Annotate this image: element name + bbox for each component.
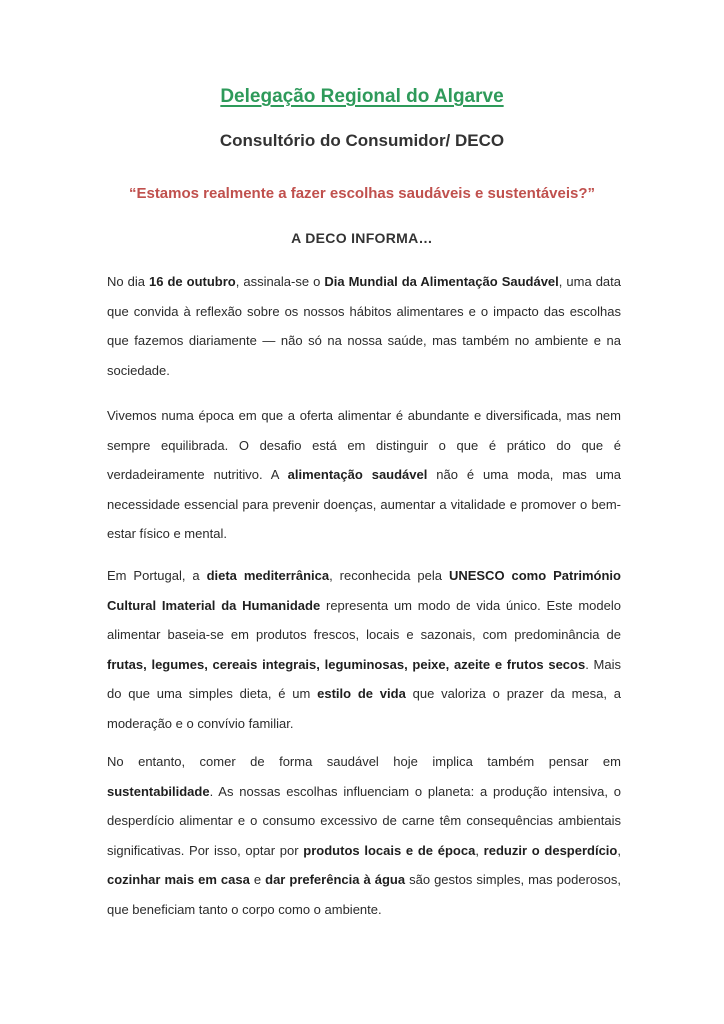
- paragraph-sustainability: [107, 747, 621, 924]
- paragraph-mediterranean-diet: [107, 561, 621, 738]
- text-run: Vivemos numa época em que a oferta alimentar é abundante e diversificada, mas nem sempre equilibrada. O desafio está em distinguir o que é prático do que é verdadeiramente nutritivo. A: [107, 408, 621, 482]
- bold-phrase: dieta mediterrânica: [206, 568, 330, 583]
- text-run: No dia: [107, 274, 149, 289]
- text-run: e: [249, 872, 266, 887]
- text-run: representa um modo de vida único. Este modelo alimentar baseia-se em produtos frescos, locais e sazonais, com predominância de: [107, 597, 621, 642]
- text-run: . Mais do que uma simples dieta, é um: [107, 656, 621, 701]
- text-run: não é uma moda, mas uma necessidade essencial para prevenir doenças, aumentar a vitalidade e promover o bem-estar físico e mental.: [107, 467, 621, 541]
- text-run: que valoriza o prazer da mesa, a moderação e o convívio familiar.: [107, 686, 621, 731]
- bold-phrase: dar preferência à água: [265, 872, 406, 887]
- organization-title: Delegação Regional do Algarve: [220, 86, 504, 107]
- text-run: , reconhecida pela: [329, 568, 449, 583]
- paragraph-healthy-eating: [107, 401, 621, 549]
- paragraph-world-food-day: [107, 267, 621, 385]
- bold-phrase: produtos locais e de época: [303, 842, 476, 858]
- text-run: ,: [475, 842, 484, 858]
- section-heading: A DECO INFORMA…: [291, 230, 433, 246]
- bold-phrase: Dia Mundial da Alimentação Saudável: [324, 274, 559, 289]
- quote-heading: “Estamos realmente a fazer escolhas saudáveis e sustentáveis?”: [128, 185, 596, 202]
- bold-phrase: UNESCO como Património Cultural Imaterial da Humanidade: [107, 568, 621, 613]
- bold-phrase: reduzir o desperdício: [483, 842, 618, 858]
- bold-phrase: alimentação saudável: [287, 467, 428, 482]
- text-run: ,: [617, 842, 621, 858]
- bold-phrase: sustentabilidade: [107, 783, 210, 799]
- bold-phrase: estilo de vida: [317, 686, 406, 701]
- subtitle: Consultório do Consumidor/ DECO: [219, 131, 505, 150]
- text-run: . As nossas escolhas influenciam o planeta: a produção intensiva, o desperdício alimentar e o consumo excessivo de carne têm consequências ambientais significativas. Por isso, optar por: [107, 783, 621, 858]
- text-run: , assinala-se o: [235, 274, 325, 289]
- bold-phrase: frutas, legumes, cereais integrais, leguminosas, peixe, azeite e frutos secos: [107, 656, 586, 672]
- text-run: , uma data que convida à reflexão sobre os nossos hábitos alimentares e o impacto das escolhas que fazemos diariamente — não só na nossa saúde, mas também no ambiente e na sociedade.: [107, 274, 621, 378]
- bold-phrase: cozinhar mais em casa: [107, 872, 250, 887]
- text-run: No entanto, comer de forma saudável hoje implica também pensar em: [107, 754, 621, 769]
- text-run: são gestos simples, mas poderosos, que beneficiam tanto o corpo como o ambiente.: [107, 872, 621, 917]
- text-run: Em Portugal, a: [107, 568, 207, 583]
- bold-phrase: 16 de outubro: [148, 274, 236, 289]
